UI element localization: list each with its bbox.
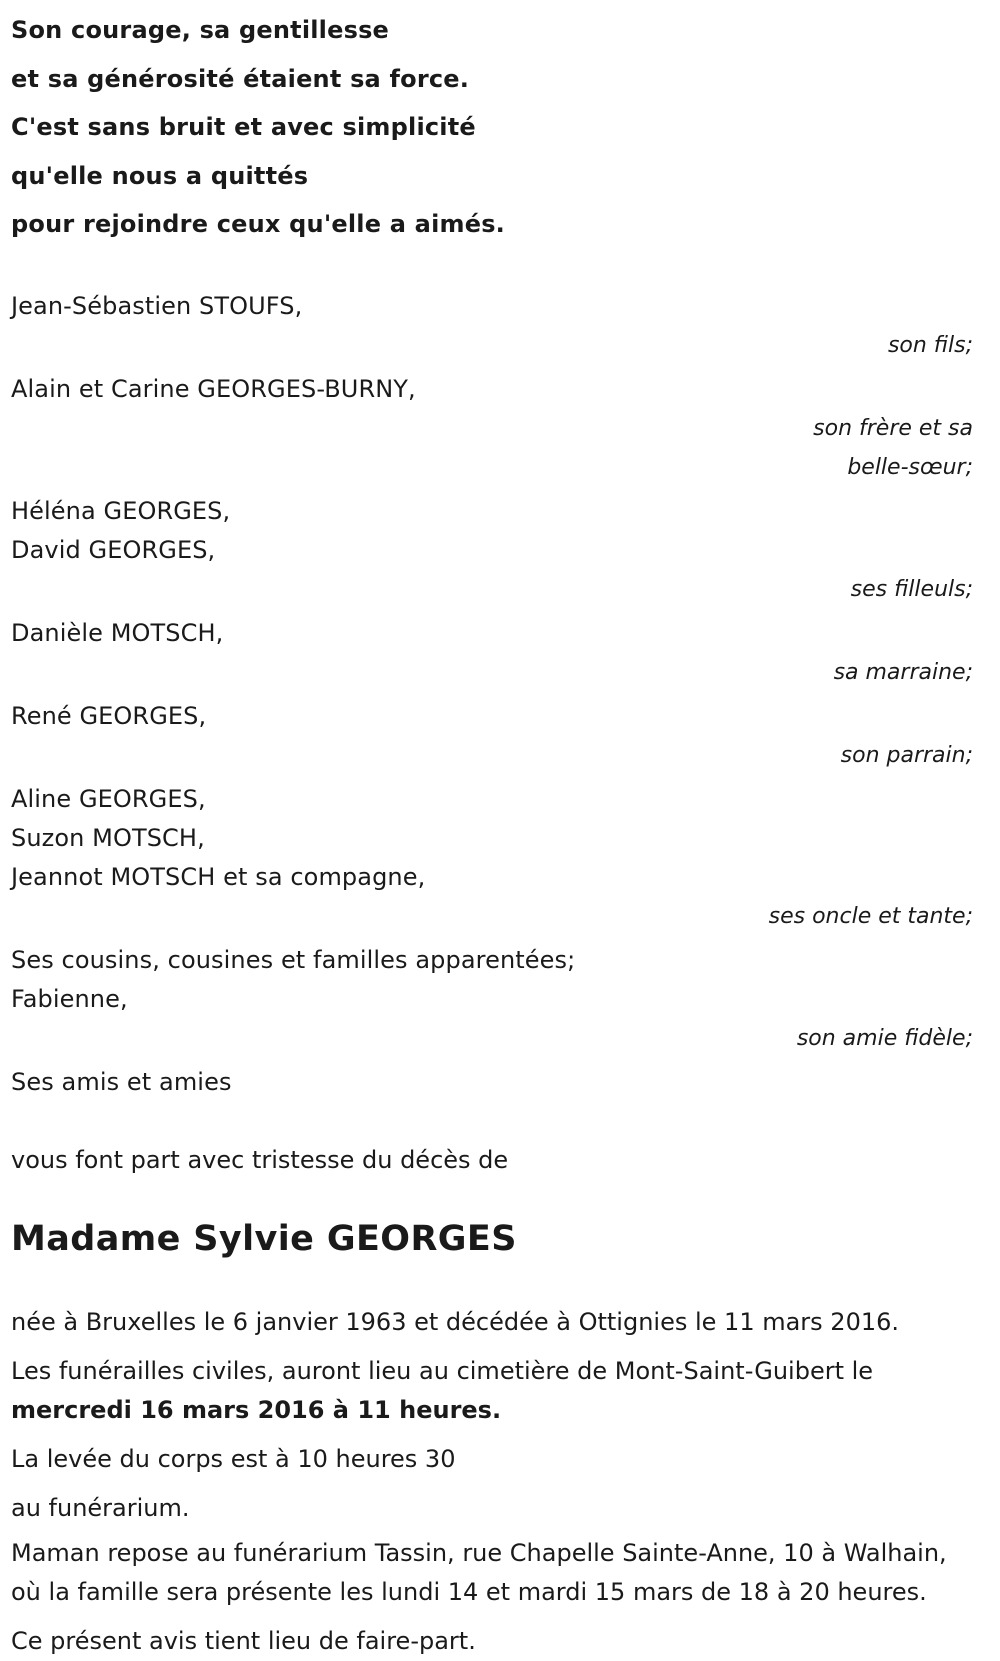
repose-text: Maman repose au funérarium Tassin, rue Chapelle Sainte-Anne, 10 à Walhain, où la famille sera présente les lundi 14 et mardi 15 mars de 18 à 20 heures. — [11, 1538, 947, 1606]
family-relation: ses filleuls; — [850, 576, 973, 602]
family-member-name: René GEORGES, — [11, 701, 207, 730]
family-member-name: Jean-Sébastien STOUFS, — [11, 291, 303, 320]
family-entry — [11, 370, 973, 487]
family-relation: belle-sœur; — [847, 454, 973, 480]
announcement: vous font part avec tristesse du décès de — [11, 1145, 509, 1174]
family-relation: son parrain; — [840, 742, 973, 768]
poem-line: qu'elle nous a quittés — [11, 161, 309, 190]
funeral-text: Les funérailles civiles, auront lieu au cimetière de Mont-Saint-Guibert le — [11, 1356, 874, 1385]
family-member-name: Héléna GEORGES, — [11, 496, 231, 525]
family-member-name: Danièle MOTSCH, — [11, 618, 224, 647]
family-relation: sa marraine; — [833, 659, 973, 685]
family-relation: ses oncle et tante; — [768, 903, 973, 929]
family-entry — [11, 492, 973, 609]
family-member-name: Alain et Carine GEORGES-BURNY, — [11, 374, 416, 403]
notice-text: Ce présent avis tient lieu de faire-part. — [11, 1626, 476, 1655]
family-member-name: Ses amis et amies — [11, 1067, 232, 1096]
funerarium-text: au funérarium. — [11, 1493, 190, 1522]
poem — [11, 0, 973, 249]
family-entry — [11, 941, 973, 1058]
poem-line: et sa générosité étaient sa force. — [11, 64, 470, 93]
family-entry — [11, 1063, 973, 1102]
family-member-name: Jeannot MOTSCH et sa compagne, — [11, 862, 426, 891]
family-relation: son amie fidèle; — [796, 1025, 973, 1051]
family-entry — [11, 780, 973, 936]
family-list — [11, 287, 973, 1102]
family-member-name: Fabienne, — [11, 984, 128, 1013]
poem-line: pour rejoindre ceux qu'elle a aimés. — [11, 210, 505, 238]
deceased-name: Madame Sylvie GEORGES — [11, 1218, 517, 1259]
family-relation: son frère et sa — [813, 415, 973, 441]
family-member-name: Aline GEORGES, — [11, 784, 206, 813]
funeral-date: mercredi 16 mars 2016 à 11 heures. — [11, 1395, 502, 1424]
poem-line: Son courage, sa gentillesse — [11, 16, 390, 44]
details — [11, 1303, 973, 1661]
levee-text: La levée du corps est à 10 heures 30 — [11, 1444, 456, 1473]
family-member-name: Suzon MOTSCH, — [11, 823, 205, 852]
family-entry — [11, 287, 973, 365]
family-member-name: Ses cousins, cousines et familles apparentées; — [11, 945, 576, 974]
family-relation: son fils; — [887, 332, 973, 358]
family-entry — [11, 614, 973, 692]
family-entry — [11, 697, 973, 775]
family-member-name: David GEORGES, — [11, 535, 216, 564]
funeral-paragraph — [11, 1352, 973, 1430]
birth-death-text: née à Bruxelles le 6 janvier 1963 et décédée à Ottignies le 11 mars 2016. — [11, 1307, 900, 1336]
poem-line: C'est sans bruit et avec simplicité — [11, 113, 476, 141]
